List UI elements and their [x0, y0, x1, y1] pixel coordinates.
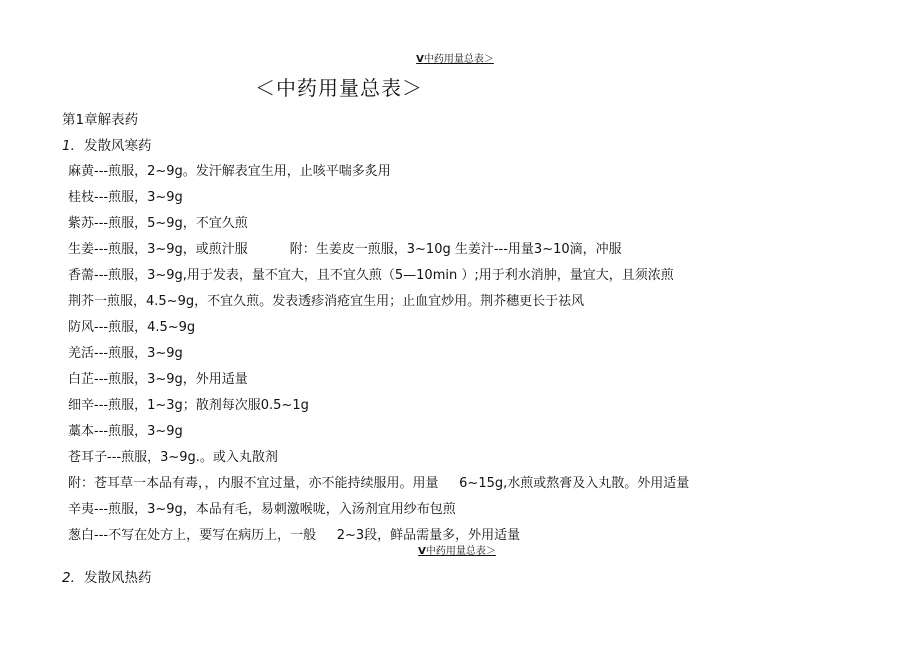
- header-text: 中药用量总表＞: [423, 54, 494, 65]
- section-heading: [62, 566, 152, 586]
- herb-entry: 辛夷---煎服，3~9g，本品有毛，易刺激喉咙，入汤剂宜用纱布包煎: [68, 502, 456, 517]
- herb-entry: [68, 238, 622, 257]
- header-text: 中药用量总表＞: [425, 546, 496, 557]
- header-prefix: V: [416, 54, 424, 65]
- chapter-heading: 第1章解表药: [62, 112, 139, 128]
- running-header: [0, 542, 917, 557]
- running-header: [0, 50, 915, 65]
- herb-entry: 细辛---煎服，1~3g；散剂每次服0.5~1g: [68, 398, 309, 413]
- section-number: 2.: [62, 570, 75, 586]
- herb-entry: 葱白---不写在处方上，要写在病历上，一般 2~3段，鲜品需量多，外用适量: [68, 528, 521, 543]
- herb-entry: 苍耳子---煎服，3~9g.。或入丸散剂: [68, 450, 278, 465]
- document-title: ＜中药用量总表＞: [255, 76, 423, 100]
- herb-entry: 紫苏---煎服，5~9g，不宜久煎: [68, 216, 248, 231]
- section-title: 发散风热药: [84, 570, 152, 586]
- section-heading: [62, 134, 152, 154]
- herb-entry: 白芷---煎服，3~9g，外用适量: [68, 372, 248, 387]
- section-title: 发散风寒药: [84, 138, 152, 154]
- herb-entry: 附：苍耳草一本品有毒，，内服不宜过量，亦不能持续服用。用量 6~15g,水煎或熬膏及入丸散。外用适量: [68, 476, 690, 491]
- herb-entry-text: 生姜---煎服，3~9g，或煎汁服: [68, 242, 248, 257]
- herb-entry: 香薷---煎服，3~9g,用于发表，量不宜大，且不宜久煎（5—10min ）;用于利水消肿，量宜大，且须浓煎: [68, 268, 674, 283]
- section-number: 1.: [62, 138, 75, 154]
- herb-entry: 桂枝---煎服，3~9g: [68, 190, 183, 205]
- herb-entry: 防风---煎服，4.5~9g: [68, 320, 196, 335]
- herb-entry: 羌活---煎服，3~9g: [68, 346, 183, 361]
- herb-entry: 麻黄---煎服，2~9g。发汗解表宜生用，止咳平喘多炙用: [68, 164, 391, 179]
- herb-entry-note: 附：生姜皮一煎服，3~10g 生姜汁---用量3~10滴，冲服: [289, 242, 622, 257]
- herb-entry: 藁本---煎服，3~9g: [68, 424, 183, 439]
- herb-entry: 荆芥一煎服，4.5~9g，不宜久煎。发表透疹消疮宜生用；止血宜炒用。荆芥穗更长于祛风: [68, 294, 585, 309]
- header-prefix: V: [418, 546, 426, 557]
